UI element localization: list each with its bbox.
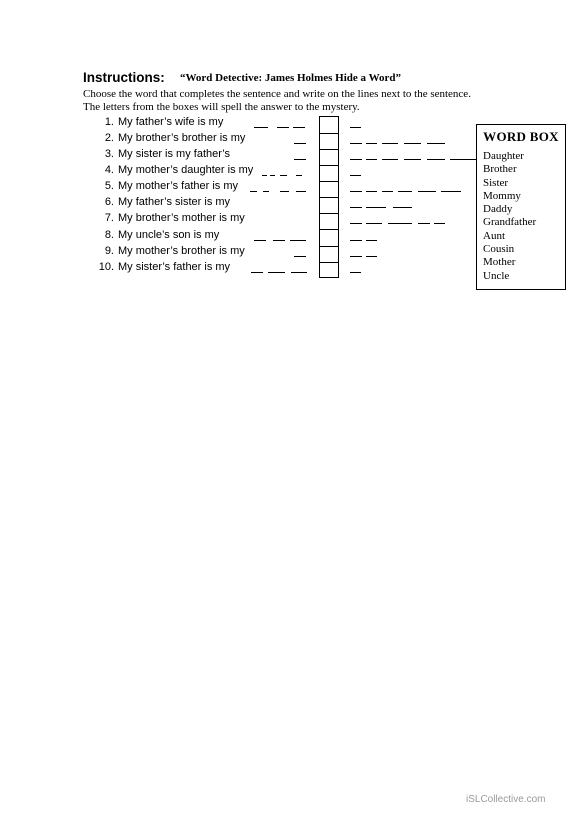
letter-blank [366, 143, 377, 144]
letter-blank [262, 175, 267, 176]
letter-blank [450, 159, 476, 160]
letter-blank [366, 159, 377, 160]
letter-blank [250, 191, 257, 192]
letter-blank [388, 223, 412, 224]
box-divider [320, 246, 338, 247]
question-number: 3. [104, 148, 114, 160]
letter-blank [254, 240, 266, 241]
letter-blank [294, 256, 306, 257]
letter-blank [280, 175, 287, 176]
box-divider [320, 262, 338, 263]
letter-blank [366, 207, 386, 208]
letter-blank [293, 127, 305, 128]
letter-blank [418, 223, 430, 224]
mystery-letter-boxes[interactable] [319, 116, 339, 278]
letter-blank [290, 240, 306, 241]
word-box-item: Uncle [483, 270, 510, 282]
worksheet-title: “Word Detective: James Holmes Hide a Word” [180, 72, 401, 84]
word-box-item: Daughter [483, 150, 524, 162]
letter-blank [350, 272, 361, 273]
letter-blank [280, 191, 289, 192]
letter-blank [350, 143, 362, 144]
letter-blank [268, 272, 285, 273]
word-box-item: Mommy [483, 190, 521, 202]
box-divider [320, 149, 338, 150]
letter-blank [366, 191, 377, 192]
question-number: 5. [104, 180, 114, 192]
letter-blank [251, 272, 263, 273]
instructions-heading: Instructions: [83, 70, 165, 85]
box-divider [320, 133, 338, 134]
box-divider [320, 165, 338, 166]
question-text: My mother’s daughter is my [118, 164, 254, 176]
word-box [476, 124, 566, 290]
letter-blank [350, 127, 361, 128]
letter-blank [350, 240, 362, 241]
word-box-item: Mother [483, 256, 516, 268]
letter-blank [294, 159, 306, 160]
letter-blank [350, 175, 361, 176]
letter-blank [350, 191, 362, 192]
question-text: My sister’s father is my [118, 261, 231, 273]
question-text: My mother’s father is my [118, 180, 239, 192]
letter-blank [350, 223, 362, 224]
letter-blank [427, 159, 445, 160]
letter-blank [254, 127, 268, 128]
question-number: 10. [98, 261, 114, 273]
word-box-item: Daddy [483, 203, 513, 215]
question-text: My father’s wife is my [118, 116, 224, 128]
instruction-line-2: The letters from the boxes will spell the answer to the mystery. [83, 101, 360, 113]
letter-blank [277, 127, 289, 128]
question-number: 2. [104, 132, 114, 144]
letter-blank [350, 159, 362, 160]
question-number: 6. [104, 196, 114, 208]
question-number: 4. [104, 164, 114, 176]
box-divider [320, 229, 338, 230]
letter-blank [350, 207, 362, 208]
word-box-title: WORD BOX [483, 129, 559, 144]
letter-blank [434, 223, 445, 224]
question-text: My sister is my father’s [118, 148, 231, 160]
letter-blank [296, 191, 306, 192]
box-divider [320, 197, 338, 198]
word-box-item: Brother [483, 163, 517, 175]
box-divider [320, 181, 338, 182]
letter-blank [270, 175, 275, 176]
question-number: 1. [104, 116, 114, 128]
letter-blank [404, 159, 421, 160]
letter-blank [366, 256, 377, 257]
question-text: My brother’s brother is my [118, 132, 246, 144]
instruction-line-1: Choose the word that completes the sentence and write on the lines next to the sentence. [83, 88, 471, 100]
question-number: 8. [104, 229, 114, 241]
letter-blank [441, 191, 461, 192]
letter-blank [393, 207, 412, 208]
box-divider [320, 213, 338, 214]
question-text: My father’s sister is my [118, 196, 231, 208]
letter-blank [398, 191, 412, 192]
letter-blank [291, 272, 307, 273]
letter-blank [427, 143, 445, 144]
letter-blank [382, 159, 398, 160]
letter-blank [418, 191, 436, 192]
letter-blank [350, 256, 362, 257]
letter-blank [294, 143, 306, 144]
letter-blank [404, 143, 421, 144]
word-box-item: Sister [483, 177, 509, 189]
question-text: My mother’s brother is my [118, 245, 245, 257]
question-text: My uncle’s son is my [118, 229, 220, 241]
word-box-item: Aunt [483, 230, 505, 242]
question-number: 7. [104, 212, 114, 224]
word-box-item: Grandfather [483, 216, 537, 228]
letter-blank [296, 175, 302, 176]
letter-blank [263, 191, 269, 192]
word-box-item: Cousin [483, 243, 515, 255]
site-watermark: iSLCollective.com [466, 794, 546, 805]
letter-blank [273, 240, 285, 241]
letter-blank [366, 223, 382, 224]
letter-blank [382, 143, 398, 144]
question-number: 9. [104, 245, 114, 257]
letter-blank [366, 240, 377, 241]
letter-blank [382, 191, 393, 192]
question-text: My brother’s mother is my [118, 212, 245, 224]
